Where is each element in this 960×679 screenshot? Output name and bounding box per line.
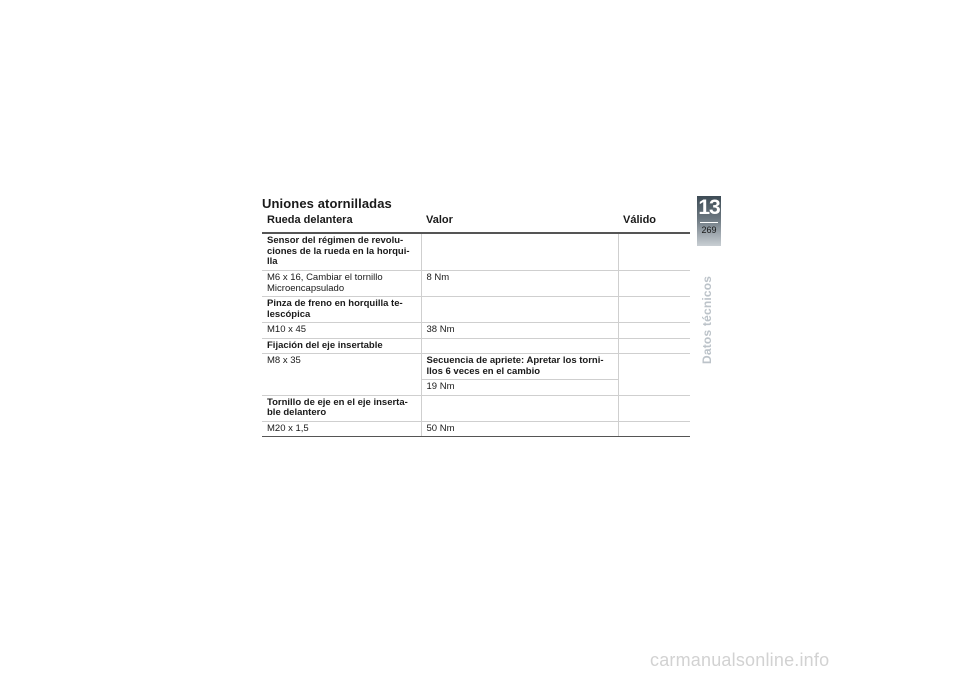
table-header-row [262, 212, 690, 233]
torque-value: 19 Nm [421, 380, 618, 396]
empty-cell [618, 395, 690, 421]
table-row [262, 233, 690, 271]
table-row [262, 323, 690, 339]
part-spec: M6 x 16, Cambiar el tornillo Microencapsulado [262, 271, 421, 297]
page-number: 269 [701, 225, 717, 235]
header-valor: Valor [421, 212, 618, 233]
group-title: Fijación del eje insertable [262, 338, 421, 354]
group-title: Tornillo de eje en el eje inserta- ble delantero [262, 395, 421, 421]
torque-note: Secuencia de apriete: Apretar los torni- llos 6 veces en el cambio [421, 354, 618, 380]
empty-cell [421, 395, 618, 421]
chapter-divider [700, 222, 718, 223]
table-row [262, 297, 690, 323]
part-spec: M20 x 1,5 [262, 421, 421, 437]
table-row [262, 421, 690, 437]
empty-cell [421, 297, 618, 323]
watermark: carmanualsonline.info [650, 650, 830, 670]
part-spec: M8 x 35 [262, 354, 421, 396]
empty-cell [618, 323, 690, 339]
chapter-number: 13 [698, 196, 720, 219]
group-title: Sensor del régimen de revolu- ciones de la rueda en la horqui- lla [262, 233, 421, 271]
empty-cell [618, 421, 690, 437]
empty-cell [618, 354, 690, 396]
table-row [262, 354, 690, 380]
empty-cell [618, 338, 690, 354]
torque-value: 8 Nm [421, 271, 618, 297]
empty-cell [618, 271, 690, 297]
empty-cell [421, 233, 618, 271]
section-title: Uniones atornilladas [262, 196, 392, 211]
table-row [262, 395, 690, 421]
table-row [262, 271, 690, 297]
empty-cell [618, 297, 690, 323]
torque-value: 50 Nm [421, 421, 618, 437]
table-row [262, 338, 690, 354]
group-title: Pinza de freno en horquilla te- lescópica [262, 297, 421, 323]
empty-cell [618, 233, 690, 271]
torque-table [262, 212, 690, 437]
chapter-name: Datos técnicos [700, 275, 714, 364]
header-valido: Válido [618, 212, 690, 233]
header-rueda-delantera: Rueda delantera [262, 212, 421, 233]
part-spec: M10 x 45 [262, 323, 421, 339]
torque-value: 38 Nm [421, 323, 618, 339]
empty-cell [421, 338, 618, 354]
